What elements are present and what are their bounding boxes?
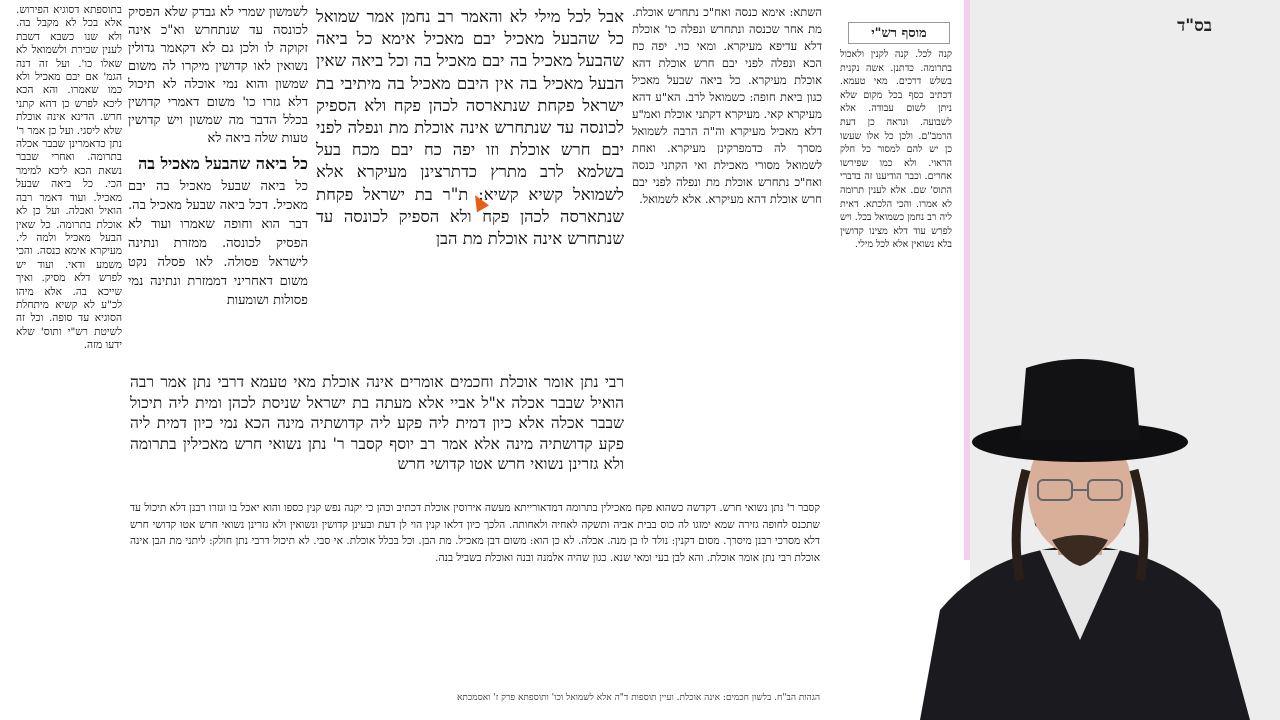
gemara-main-text [316, 6, 624, 374]
tosafot-column [130, 500, 820, 690]
musaf-rashi-title: מוסף רש"י [848, 22, 950, 44]
left-commentary-top-text: לשמשון שמרי לא גבדק שלא הפסיק לכונסה עד שנתחרש וא"כ אינה זקוקה לו ולכן גם לא דקאמר גדולין נשואין לאו קדושין מיקרו לה משום שמשון והוא נמי אוכלה לא תיכול דלא גזרו כו' משום דאמרי קדושין בכלל הדבר מה שמשון ויש קדושין טעות שלה ביאה לא [128, 5, 308, 144]
presenter-video [880, 340, 1280, 720]
tosafot-text: קסבר ר' נתן נשואי חרש. דקדשה כשהוא פקח מאכילין בתרומה דמדאורייתא מעשה אירוסין אוכלת דכתיב וכהן כי יקנה נפש קנין כספו והוא יאכל בו וגזרו רבנן דלא תיכול עד שתכנס לחופה גזירה שמא ימזגו לה כוס בבית אביה ותשקה לאחיה ולאחותה. הלכך כיון דלאו קנין הוי לן דעת ובעינן קדושין ונשואין ולא גזרינן נשואי חרש אטו קדושי חרש דלא מסרכי רבנן מיסרך. מסום דקנין: נולד לו בן מנה. אכלה. לא כן הוא: משום דבן מאכיל. מת הבן. וכל בכלל אוכלת. אי סבי. לא תיכול דרבי נתן חולק: ליתני מת הבן אינה אוכלת רבי נתן אומר אוכלת. והא לבן בעי ומאי שנא. כגון שהיה אלמנה ובנה ואוכלת בשביל בנה. [130, 502, 820, 564]
rashi-column [632, 4, 822, 484]
presenter-hat-crown [1020, 359, 1140, 440]
left-commentary-column [128, 150, 308, 360]
left-commentary-text: כל ביאה שבעל מאכיל בה יבם מאכיל. דכל ביאה שבעל מאכיל בה. דבר הוא וחופה שאמרו ועוד לא הפסיק לכונסה. ממזרת ונתינה לישראל פסולה. לאו פסלה נקט משום דאחריני דממזרת ונתינה נמי פסולות ושומעות [128, 179, 308, 308]
gemara-continuation [130, 372, 624, 494]
page-footer: הגהות הב"ח. בלשון חכמים: אינה אוכלת. ועיין תוספות ד"ה אלא לשמואל וכו' ותוספתא פרק ז' ואסמכתא [457, 693, 820, 703]
corner-label: בס"ד [1177, 16, 1212, 36]
gemara-continuation-text: רבי נתן אומר אוכלת וחכמים אומרים אינה אוכלת מאי טעמא דרבי נתן אמר רבה הואיל שבבר אכלה א"ל אביי אלא מעתה בת ישראל שניסת לכהן ומית ליה תיכול שבבר אכלה אלא כיון דמית ליה פקע ליה קדושתיה מינה הכא נמי כיון דמית ליה פקע קדושתיה מינה אלא אמר רב יוסף קסבר ר' נתן נשואי חרש מאכילין בתרומה ולא גזרינן נשואי חרש אטו קדושי חרש [130, 373, 624, 473]
left-commentary-top [128, 4, 308, 144]
outer-commentary-column [16, 4, 122, 704]
left-commentary-heading: כל ביאה שהבעל מאכיל בה [138, 154, 308, 173]
musaf-rashi-column [840, 48, 952, 378]
gemara-text: אבל לכל מילי לא והאמר רב נחמן אמר שמואל כל שהבעל מאכיל יבם מאכיל אימא כל ביאה שהבעל מאכיל בה יבם מאכיל בה וכל ביאה שאין הבעל מאכיל בה אין היבם מאכיל בה מיתיבי בת ישראל פקחת שנתארסה לכהן פקח ולא הספיק לכונסה עד שנתחרש אינה אוכלת מת ונפלה לפני יבם חרש אוכלת וזו יפה כח יבם מכח בעל בשלמא לרב מתרץ כדתרצינן מעיקרא אלא לשמואל קשיא קשיא: ת"ר בת ישראל פקחת שנתארסה לכהן פקח ולא הספיק לכונסה עד שנתחרש אינה אוכלת מת הבן [316, 7, 624, 249]
outer-commentary-text: בתוספתא דסוגיא הפירוש. אלא בכל לא מקבל בה. ולא שנו כשבא דשבת לענין שבירת ולשמואל לא שאלו כו'. ועל זה דנה הגמ' אם יבם מאכיל ולא כמו שאמרו. והא הכא ליכא לפרש כן דהא קתני חרש. הדינא אינה אוכלת שלא ליסגי. ועל כן אמר ר' נתן כדאמרינן שבבר אכלה בתרומה. ואחרי שבבר נשאת הכא ליכא למימר הכי. כל ביאה שבעל מאכיל. ועוד דאמר רבה הואיל ואכלה. ועל כן לא אוכלת בתרומה. כל שאין הבעל מאכיל ולמה לי. מעיקרא אימא כנסה. והכי משמע ודאי. ועוד יש לפרש דלא מסיק. ואיך שייכא בה. אלא מיהו לכ"ע לא קשיא מיתחלת הסוגיא עד סופה. וכל זה לשיטת רש"י ותוס' שלא ידעו מזה. [16, 4, 122, 352]
rashi-text: השתא: אימא כנסה ואח"כ נתחרש אוכלת. מת אחר שכנסה ונתחרש ונפלה כו' אוכלת דלא עדיפא מעיקרא. ומאי כוי. יפה כח הכא ונפלה לפני יבם חרש אוכלת דהא אוכלת מעיקרא. כל ביאה שבעל מאכיל כגון ביאת חופה: כשמואל לרב. הא"ע דהא מעיקרא קאי. מעיקרא דקתני אוכלת ואמ"ע דלא מאכיל מעיקרא וה"ה הרבה לשמואל מסרך לה כדמפרקינן מעיקרא. ואחת לשמואל מסורי מאכילת ואי הקתני כנסה ואח"כ נתחרש אוכלת מת ונפלה לפני יבם חרש אוכלת דהא מעיקרא. אלא לשמואל. [632, 5, 822, 206]
musaf-rashi-text: קנה לכל. קנה לקנין ולאכול בתרומה. כדתנן. אשה נקנית בשלש דרכים. מאי טעמא. דכתיב כסף בכל מקום שלא ניתן לשום עבודה. אלא לשבועה. ונראה כן דעת הרמב"ם. ולכן כל אלו שעשו כן יש להם למסור כל חלק הראוי. ולא כמו שפירשו אחרים. וכבר הודיענו זה בדברי התוס' שם. אלא לענין תרומה לא אמרו. והכי הלכתא. דאית ליה רב נחמן כשמואל בכל. ויש לפרש עוד דלא מצינו קדושין בלא נשואין אלא לכל מילי. [840, 49, 952, 251]
